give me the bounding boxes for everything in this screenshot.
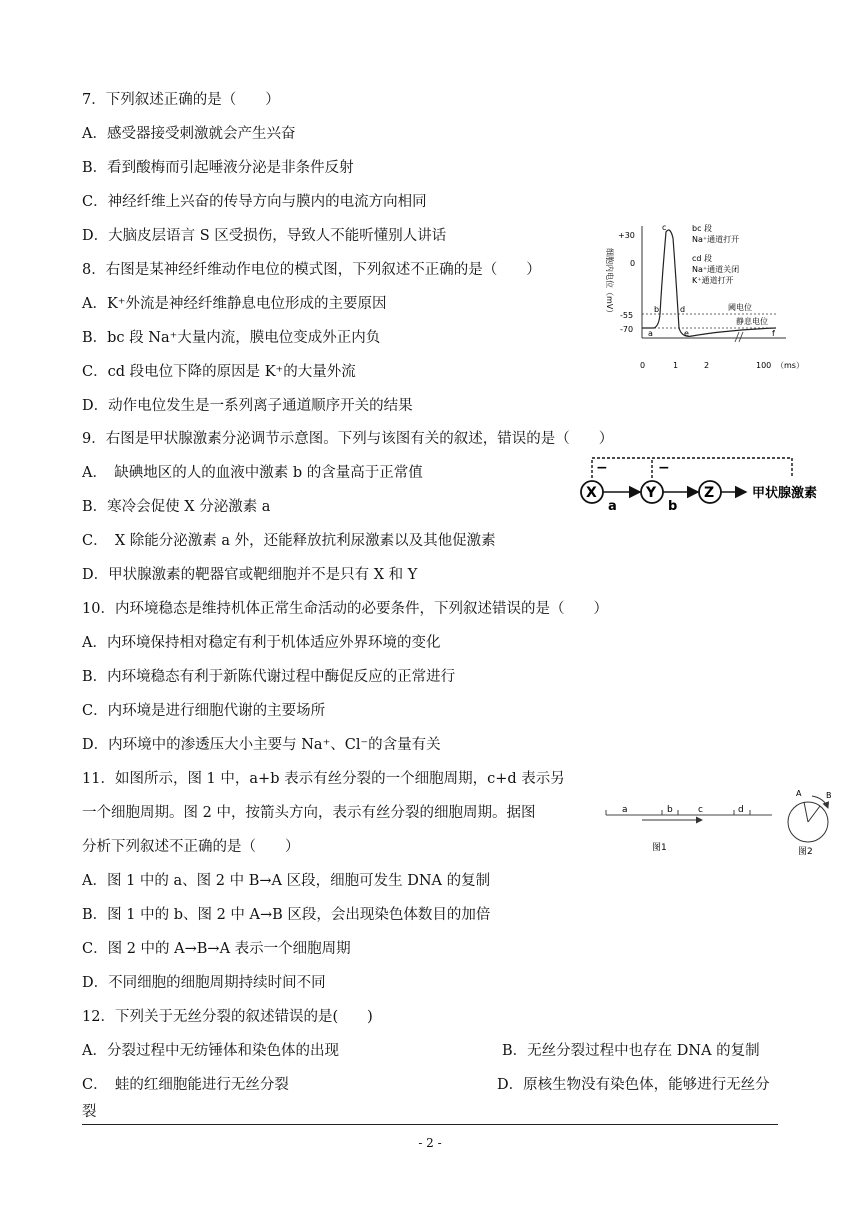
ap-note-cd-title: cd 段 xyxy=(692,254,713,263)
q11-option-a: A．图 1 中的 a、图 2 中 B→A 区段，细胞可发生 DNA 的复制 xyxy=(82,873,491,889)
q7-option-a: A．感受器接受刺激就会产生兴奋 xyxy=(82,126,296,142)
q11-option-d: D．不同细胞的细胞周期持续时间不同 xyxy=(82,975,326,991)
q10-option-d: D．内环境中的渗透压大小主要与 Na⁺、Cl⁻的含量有关 xyxy=(82,737,441,753)
ap-point-b: b xyxy=(654,305,660,314)
q8-stem: 8．右图是某神经纤维动作电位的模式图，下列叙述不正确的是（ ） xyxy=(82,262,541,278)
q11-option-c: C．图 2 中的 A→B→A 表示一个细胞周期 xyxy=(82,941,351,957)
q9-stem: 9．右图是甲状腺激素分泌调节示意图。下列与该图有关的叙述，错误的是（ ） xyxy=(82,431,614,447)
q7-option-b: B．看到酸梅而引起唾液分泌是非条件反射 xyxy=(82,160,354,176)
node-y: Y xyxy=(646,485,657,501)
ap-ytick-55: -55 xyxy=(620,311,634,320)
q12-option-b: B．无丝分裂过程中也存在 DNA 的复制 xyxy=(502,1043,760,1059)
ap-ytick-30: +30 xyxy=(618,231,635,240)
ap-note-cd-text1: Na⁺通道关闭 xyxy=(692,265,740,274)
segment-c: c xyxy=(698,805,703,815)
ap-ytick-70: -70 xyxy=(620,325,634,334)
ap-xtick-1: 1 xyxy=(673,361,679,370)
ap-point-e: e xyxy=(684,329,689,338)
q11-stem-line1: 11．如图所示，图 1 中，a+b 表示有丝分裂的一个细胞周期，c+d 表示另 xyxy=(82,771,565,787)
ap-x-unit: （ms） xyxy=(776,361,804,370)
q10-option-a: A．内环境保持相对稳定有利于机体适应外界环境的变化 xyxy=(82,635,441,651)
q9-option-b: B．寒冷会促使 X 分泌激素 a xyxy=(82,499,271,515)
figure2-point-b: B xyxy=(826,791,832,800)
q8-option-c: C．cd 段电位下降的原因是 K⁺的大量外流 xyxy=(82,364,356,380)
ap-ytick-0: 0 xyxy=(630,259,636,268)
q9-option-a: A． 缺碘地区的人的血液中激素 b 的含量高于正常值 xyxy=(82,465,423,481)
ap-note-bc-title: bc 段 xyxy=(692,224,713,233)
ap-point-c: c xyxy=(662,223,667,232)
q10-option-c: C．内环境是进行细胞代谢的主要场所 xyxy=(82,703,326,719)
q12-option-d-continued: 裂 xyxy=(82,1104,97,1120)
ap-point-f: f xyxy=(772,329,775,338)
page-number: - 2 - xyxy=(418,1136,442,1150)
q12-option-c: C． 蛙的红细胞能进行无丝分裂 xyxy=(82,1077,289,1093)
figure1-caption: 图1 xyxy=(652,843,667,853)
q10-option-b: B．内环境稳态有利于新陈代谢过程中酶促反应的正常进行 xyxy=(82,669,456,685)
segment-a: a xyxy=(622,805,628,815)
q11-option-b: B．图 1 中的 b、图 2 中 A→B 区段，会出现染色体数目的加倍 xyxy=(82,907,491,923)
minus-sign-y: − xyxy=(658,460,670,476)
segment-b: b xyxy=(667,805,673,815)
ap-resting-label: 静息电位 xyxy=(736,317,768,326)
ap-note-bc-text: Na⁺通道打开 xyxy=(692,235,740,244)
ap-note-cd-text2: K⁺通道打开 xyxy=(692,276,734,285)
ap-threshold-label: 阈电位 xyxy=(728,303,752,312)
minus-sign-x: − xyxy=(596,460,608,476)
q8-option-b: B．bc 段 Na⁺大量内流，膜电位变成外正内负 xyxy=(82,330,381,346)
q7-option-c: C．神经纤维上兴奋的传导方向与膜内的电流方向相同 xyxy=(82,194,427,210)
q7-stem: 7．下列叙述正确的是（ ） xyxy=(82,92,280,108)
figure2-point-a: A xyxy=(796,789,802,798)
q11-stem-line3: 分析下列叙述不正确的是（ ） xyxy=(82,839,300,855)
action-potential-figure xyxy=(596,218,816,378)
q8-option-d: D．动作电位发生是一系列离子通道顺序开关的结果 xyxy=(82,398,413,414)
ap-y-axis-label: 细胞内电位（mV） xyxy=(605,248,614,318)
cell-cycle-figure xyxy=(582,782,834,862)
ap-xtick-100: 100 xyxy=(756,361,772,370)
ap-xtick-0: 0 xyxy=(640,361,646,370)
thyroid-regulation-figure xyxy=(572,450,834,516)
q7-option-d: D．大脑皮层语言 S 区受损伤，导致人不能听懂别人讲话 xyxy=(82,228,447,244)
q12-option-a: A．分裂过程中无纺锤体和染色体的出现 xyxy=(82,1043,339,1059)
hormone-b-label: b xyxy=(668,499,678,514)
q9-option-d: D．甲状腺激素的靶器官或靶细胞并不是只有 X 和 Y xyxy=(82,567,418,583)
node-x: X xyxy=(586,485,597,501)
figure2-caption: 图2 xyxy=(798,847,813,857)
q12-stem: 12．下列关于无丝分裂的叙述错误的是( ) xyxy=(82,1009,373,1025)
footer-divider xyxy=(82,1124,778,1125)
ap-point-d: d xyxy=(680,305,686,314)
hormone-a-label: a xyxy=(608,499,617,514)
ap-point-a: a xyxy=(648,329,653,338)
q9-option-c: C． X 除能分泌激素 a 外，还能释放抗利尿激素以及其他促激素 xyxy=(82,533,496,549)
q10-stem: 10．内环境稳态是维持机体正常生命活动的必要条件，下列叙述错误的是（ ） xyxy=(82,601,608,617)
node-z: Z xyxy=(704,485,715,501)
ap-xtick-2: 2 xyxy=(704,361,710,370)
thyroid-hormone-label: 甲状腺激素 xyxy=(752,486,818,501)
q12-option-d: D．原核生物没有染色体，能够进行无丝分 xyxy=(497,1077,770,1093)
q8-option-a: A．K⁺外流是神经纤维静息电位形成的主要原因 xyxy=(82,296,387,312)
q11-stem-line2: 一个细胞周期。图 2 中，按箭头方向，表示有丝分裂的细胞周期。据图 xyxy=(82,805,536,821)
segment-d: d xyxy=(738,805,744,815)
